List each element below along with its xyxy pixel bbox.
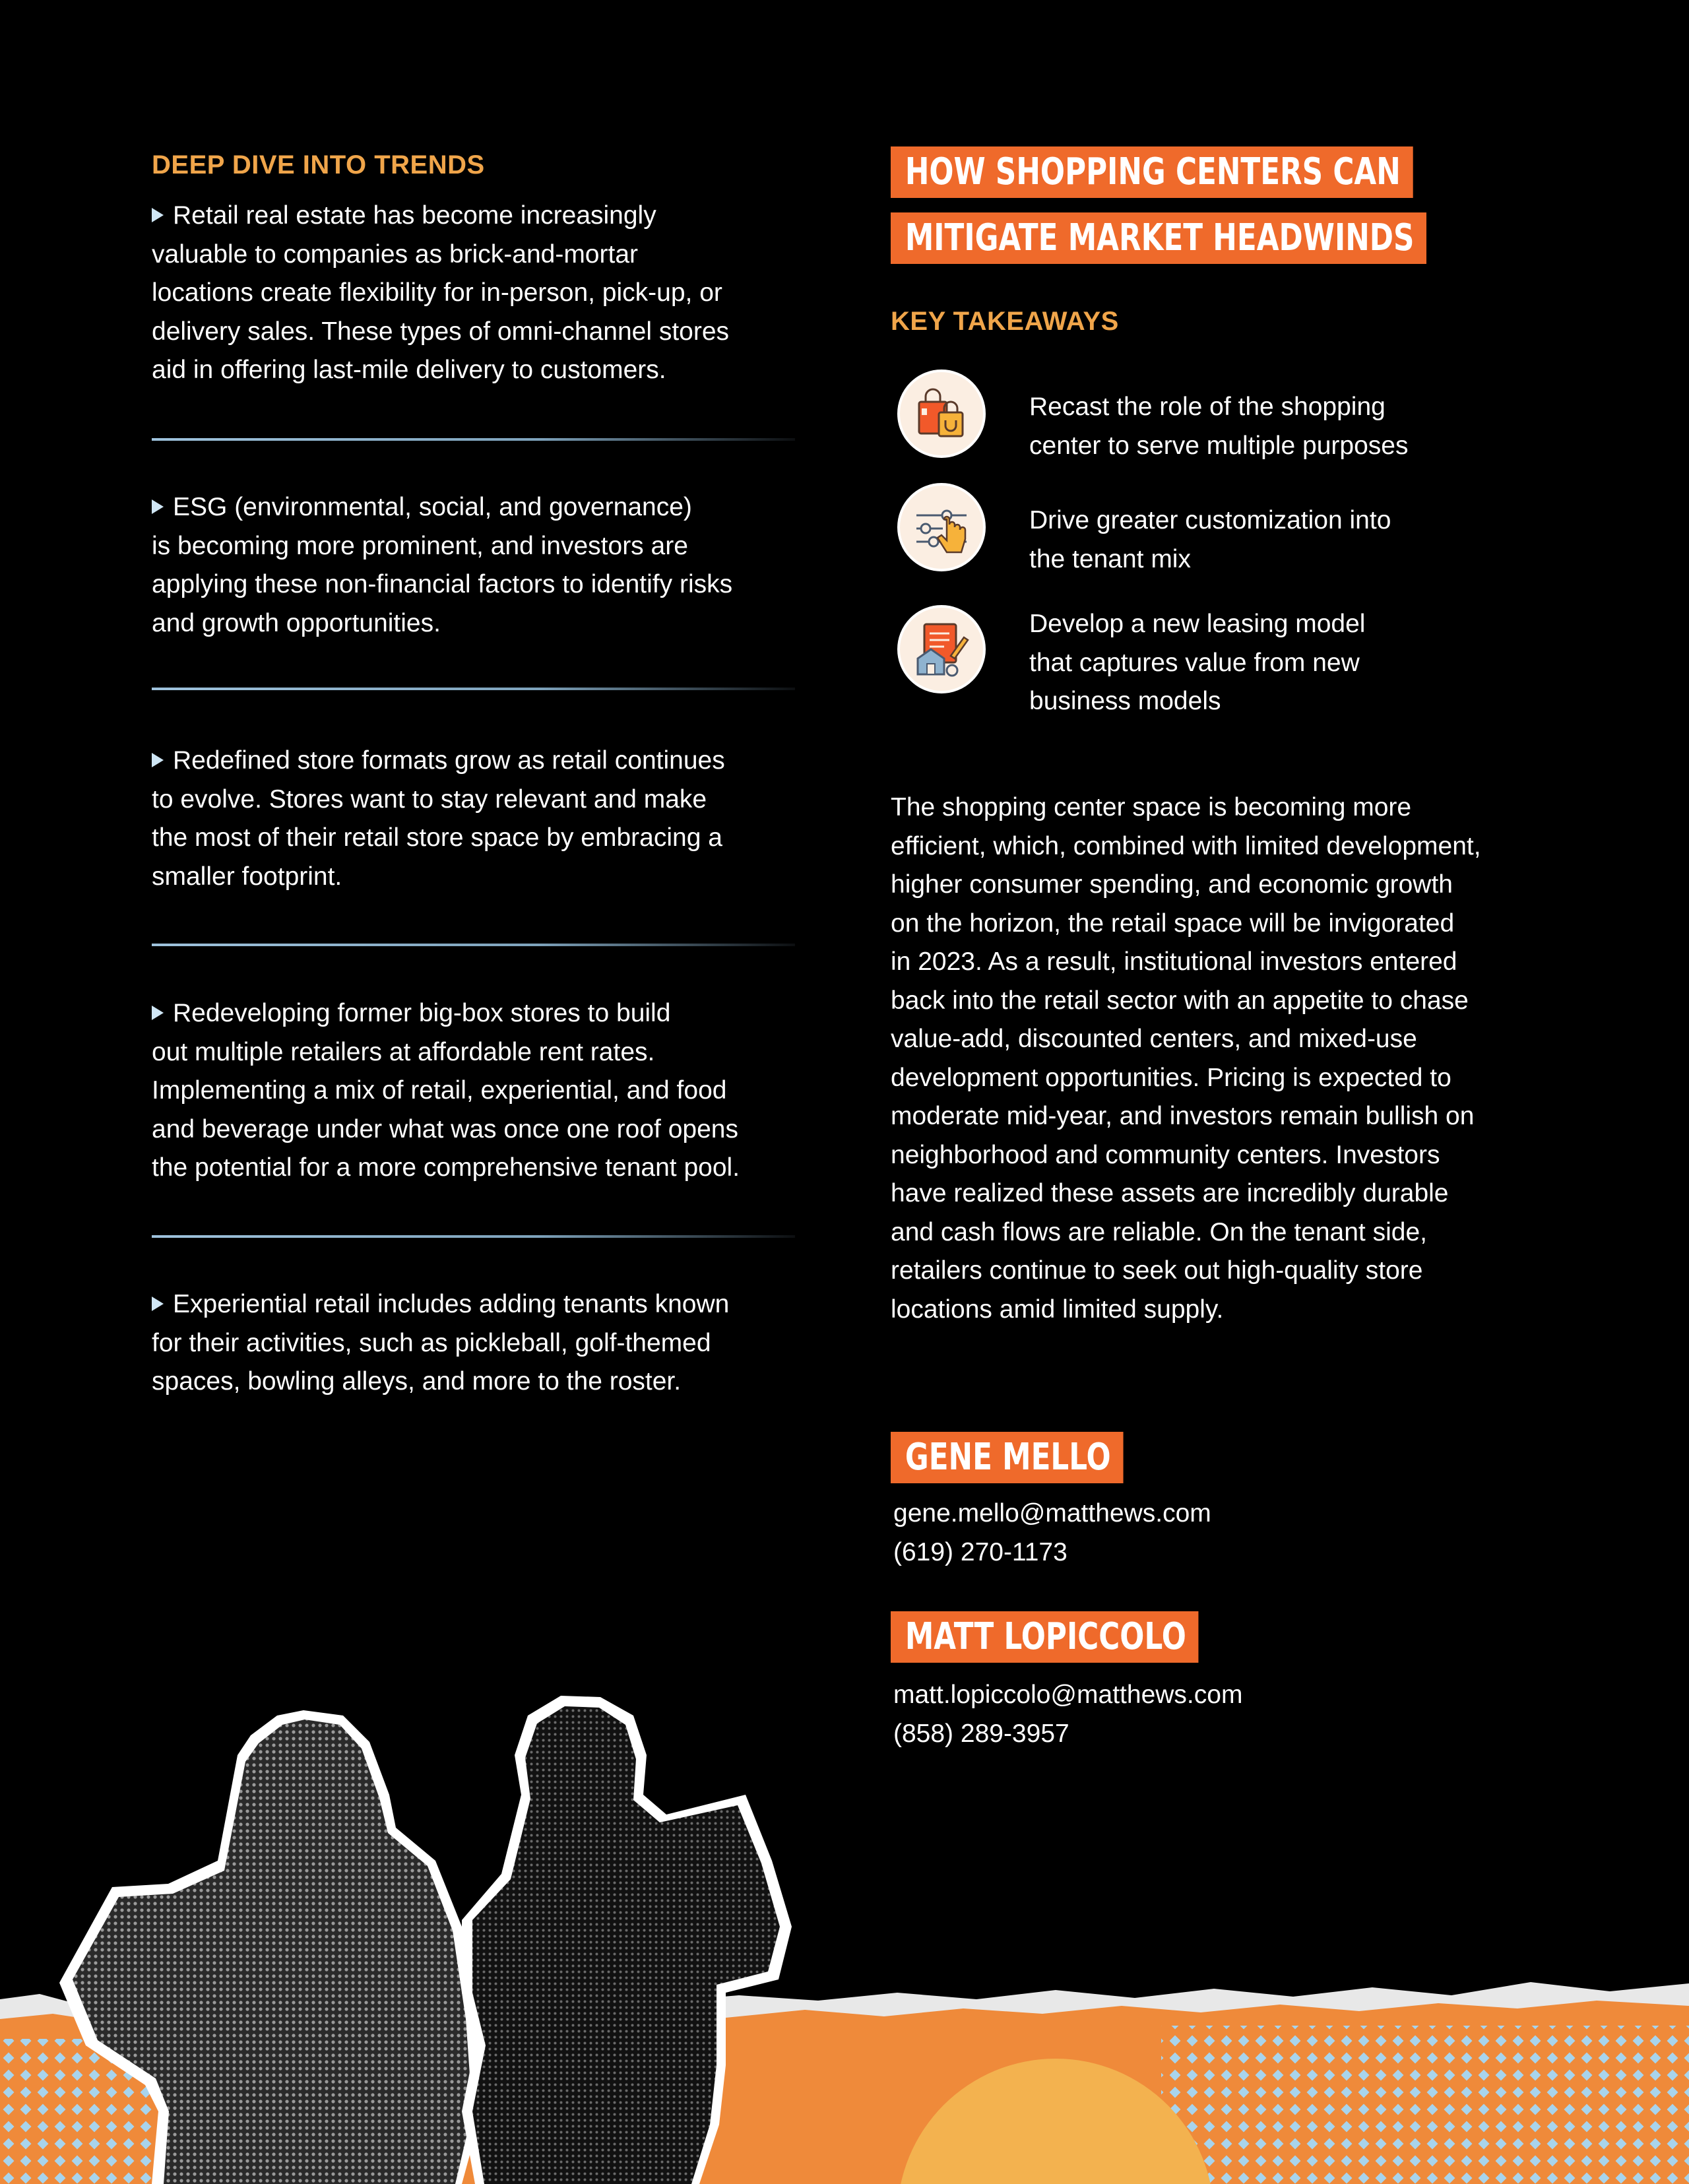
trend-bullet-line: Implementing a mix of retail, experiential, and food	[152, 1076, 727, 1105]
trend-bullet-4	[152, 994, 812, 1188]
key-takeaways-heading: KEY TAKEAWAYS	[891, 307, 1119, 336]
contact-name: MATT LOPICCOLO	[891, 1611, 1199, 1663]
trend-bullet-line: spaces, bowling alleys, and more to the roster.	[152, 1367, 682, 1396]
triangle-bullet-icon	[152, 1006, 164, 1020]
market-summary-paragraph	[891, 788, 1550, 1329]
triangle-bullet-icon	[152, 499, 164, 514]
trend-bullet-line: is becoming more prominent, and investors are	[152, 531, 688, 560]
trend-bullet-line: smaller footprint.	[152, 862, 342, 891]
paragraph-line: and cash flows are reliable. On the tenant side,	[891, 1217, 1427, 1246]
divider	[152, 1235, 795, 1238]
takeaway-text	[1029, 388, 1491, 465]
leasing-document-icon	[897, 605, 986, 693]
takeaway-text	[1029, 605, 1491, 721]
takeaway-line: business models	[1029, 687, 1221, 715]
contact-email-link[interactable]: matt.lopiccolo@matthews.com	[893, 1681, 1243, 1709]
trend-bullet-line: delivery sales. These types of omni-channel stores	[152, 317, 730, 346]
trend-bullet-line: to evolve. Stores want to stay relevant and make	[152, 785, 707, 814]
takeaway-line: center to serve multiple purposes	[1029, 431, 1409, 460]
paragraph-line: development opportunities. Pricing is expected to	[891, 1063, 1451, 1092]
trend-bullet-2	[152, 488, 795, 643]
triangle-bullet-icon	[152, 208, 164, 222]
takeaway-text	[1029, 501, 1491, 579]
paragraph-line: in 2023. As a result, institutional investors entered	[891, 947, 1457, 976]
contact-name: GENE MELLO	[891, 1432, 1123, 1483]
trend-bullet-5	[152, 1285, 795, 1401]
page-title-line-2: MITIGATE MARKET HEADWINDS	[891, 212, 1426, 264]
divider	[152, 438, 795, 441]
trend-bullet-line: valuable to companies as brick-and-mortar	[152, 240, 639, 269]
paragraph-line: higher consumer spending, and economic growth	[891, 870, 1453, 899]
trend-bullet-3	[152, 742, 795, 896]
trend-bullet-line: the most of their retail store space by embracing a	[152, 823, 722, 852]
trend-bullet-line: the potential for a more comprehensive tenant pool.	[152, 1153, 740, 1182]
paragraph-line: have realized these assets are incredibly durable	[891, 1179, 1449, 1207]
contact-phone[interactable]: (619) 270-1173	[893, 1537, 1068, 1566]
trend-bullet-line: Experiential retail includes adding tenants known	[152, 1285, 795, 1324]
takeaway-line: Develop a new leasing model	[1029, 610, 1366, 638]
contact-phone[interactable]: (858) 289-3957	[893, 1719, 1069, 1748]
trend-bullet-line: locations create flexibility for in-person, pick-up, or	[152, 278, 722, 307]
paragraph-line: on the horizon, the retail space will be invigorated	[891, 909, 1455, 938]
takeaway-line: Recast the role of the shopping	[1029, 393, 1386, 421]
trend-bullet-line: applying these non-financial factors to identify risks	[152, 570, 733, 598]
paragraph-line: back into the retail sector with an appetite to chase	[891, 986, 1469, 1015]
trend-bullet-line: Redeveloping former big-box stores to build	[152, 994, 812, 1033]
contact-name-banner	[891, 1432, 1189, 1483]
trend-bullet-line: and growth opportunities.	[152, 608, 441, 637]
triangle-bullet-icon	[152, 753, 164, 767]
shopping-bags-icon	[897, 369, 986, 458]
takeaway-line: Drive greater customization into	[1029, 506, 1391, 534]
paragraph-line: moderate mid-year, and investors remain bullish on	[891, 1102, 1475, 1130]
trend-bullet-line: aid in offering last-mile delivery to customers.	[152, 356, 666, 384]
page-title-line-1: HOW SHOPPING CENTERS CAN	[891, 146, 1413, 198]
paragraph-line: neighborhood and community centers. Investors	[891, 1140, 1440, 1169]
divider	[152, 688, 795, 690]
touch-customization-icon	[897, 483, 986, 571]
trend-bullet-1	[152, 197, 795, 390]
paragraph-line: value-add, discounted centers, and mixed-use	[891, 1025, 1417, 1053]
takeaway-line: the tenant mix	[1029, 544, 1191, 573]
title-banner-row-1	[891, 146, 1560, 198]
paragraph-line: locations amid limited supply.	[891, 1295, 1224, 1324]
section-heading: DEEP DIVE INTO TRENDS	[152, 150, 485, 179]
trend-bullet-line: out multiple retailers at affordable rent rates.	[152, 1037, 655, 1066]
takeaway-line: that captures value from new	[1029, 648, 1360, 677]
paragraph-line: retailers continue to seek out high-quality store	[891, 1256, 1423, 1285]
trend-bullet-line: and beverage under what was once one roof opens	[152, 1114, 738, 1143]
triangle-bullet-icon	[152, 1297, 164, 1311]
trend-bullet-line: ESG (environmental, social, and governance)	[152, 488, 795, 527]
trend-bullet-line: for their activities, such as pickleball, golf-themed	[152, 1328, 711, 1357]
trend-bullet-line: Retail real estate has become increasingly	[152, 197, 795, 236]
shoppers-collage-illustration	[0, 1518, 1689, 2184]
title-banner-row-2	[891, 212, 1577, 264]
paragraph-line: The shopping center space is becoming more	[891, 793, 1412, 821]
divider	[152, 944, 795, 946]
contact-email-link[interactable]: gene.mello@matthews.com	[893, 1499, 1211, 1527]
paragraph-line: efficient, which, combined with limited development,	[891, 831, 1481, 860]
trend-bullet-line: Redefined store formats grow as retail continues	[152, 742, 795, 781]
